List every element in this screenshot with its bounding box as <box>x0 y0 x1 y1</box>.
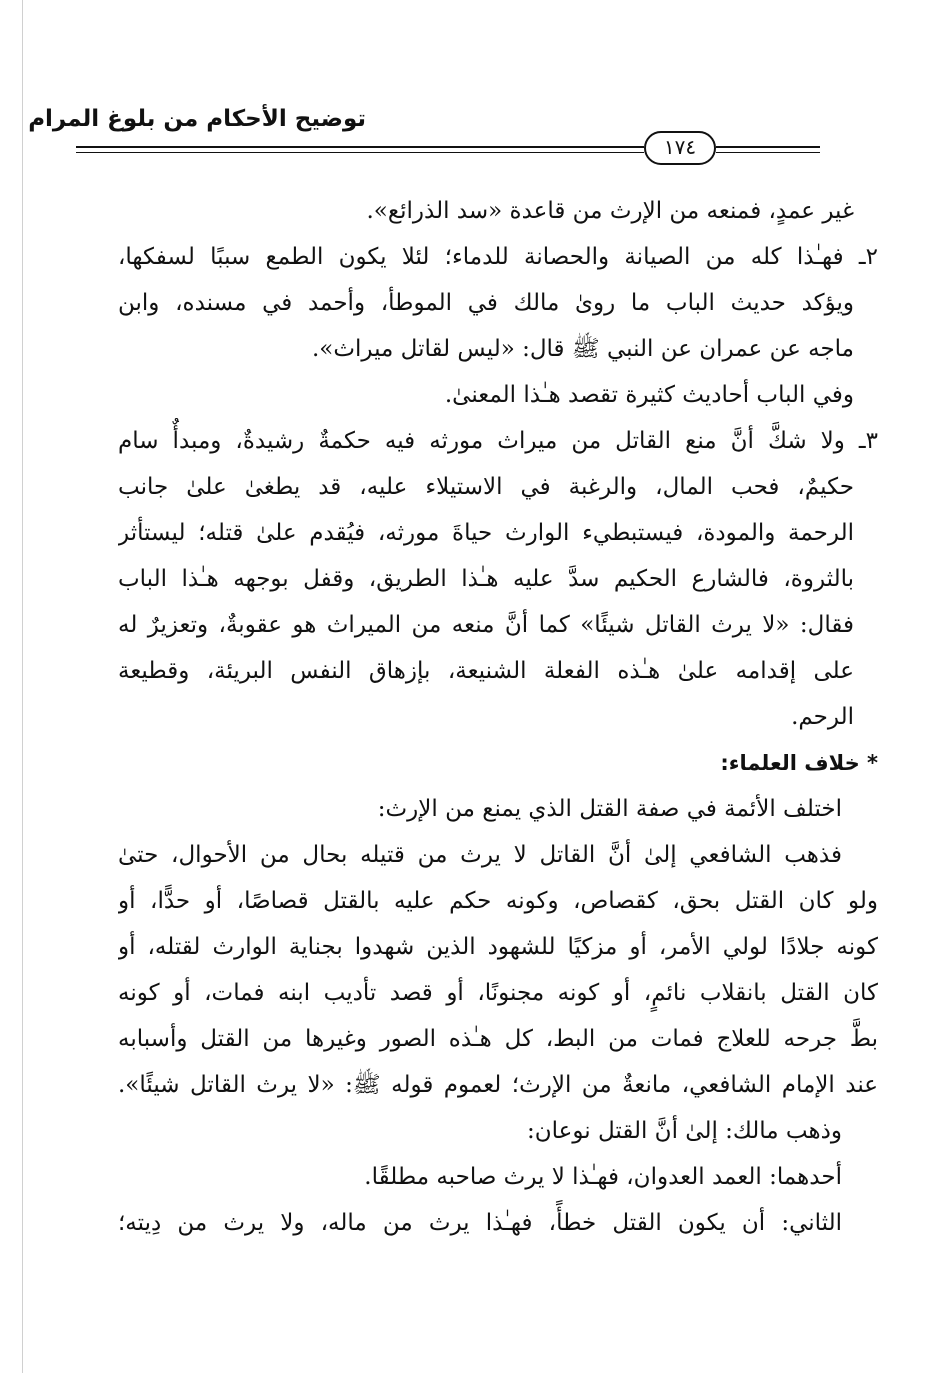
text-line: أحدهما: العمد العدوان، فهـٰذا لا يرث صاحبه مطلقًا. <box>364 1164 842 1190</box>
text-line: اختلف الأئمة في صفة القتل الذي يمنع من الإرث: <box>377 796 842 822</box>
text-line: وذهب مالك: إلىٰ أنَّ القتل نوعان: <box>527 1118 842 1144</box>
text-line: فقال: «لا يرث القاتل شيئًا» كما أنَّ منعه من الميراث هو عقوبةٌ، وتعزيرٌ له <box>118 612 854 638</box>
text-line: ولو كان القتل بحق، كقصاص، وكونه حكم عليه بالقتل قصاصًا، أو حدًّا، أو <box>118 888 878 914</box>
text-line: ٣ـ ولا شكَّ أنَّ منع القاتل من ميراث مورثه فيه حكمةٌ رشيدةٌ، ومبدأٌ سام <box>118 428 878 454</box>
page-number: ١٧٤ <box>644 131 716 165</box>
text-line: حكيمٌ، فحب المال، والرغبة في الاستيلاء عليه، قد يطغىٰ علىٰ جانب <box>118 474 854 500</box>
text-line: فذهب الشافعي إلىٰ أنَّ القاتل لا يرث من قتيله بحال من الأحوال، حتىٰ <box>118 842 842 868</box>
text-line: عند الإمام الشافعي، مانعةٌ من الإرث؛ لعموم قوله ﷺ: «لا يرث القاتل شيئًا». <box>118 1072 878 1098</box>
scan-margin-line <box>22 0 23 1373</box>
header-rule-right-thin <box>716 152 820 153</box>
text-line: ماجه عن عمران عن النبي ﷺ قال: «ليس لقاتل ميراث». <box>311 336 854 362</box>
text-line: على إقدامه علىٰ هـٰذه الفعلة الشنيعة، بإزهاق النفس البريئة، وقطيعة <box>118 658 854 684</box>
running-header-title: توضيح الأحكام من بلوغ المرام <box>28 106 366 132</box>
text-line: كان القتل بانقلاب نائمٍ، أو كونه مجنونًا، أو قصد تأديب ابنه فمات، أو كونه <box>118 980 878 1006</box>
text-line: غير عمدٍ، فمنعه من الإرث من قاعدة «سد الذرائع». <box>366 198 854 224</box>
header-rule-left <box>76 146 644 148</box>
text-line: بالثروة، فالشارع الحكيم سدَّ عليه هـٰذا الطريق، وقفل بوجهه هـٰذا الباب <box>118 566 854 592</box>
text-line: الرحمة والمودة، فيستبطيء الوارث حياةَ مورثه، فيُقدم علىٰ قتله؛ ليستأثر <box>118 520 854 546</box>
text-line: ويؤكد حديث الباب ما روىٰ مالك في الموطأ، وأحمد في مسنده، وابن <box>118 290 854 316</box>
text-line: كونه جلادًا لولي الأمر، أو مزكيًا للشهود الذين شهدوا بجناية الوارث لقتله، أو <box>118 934 878 960</box>
text-line: وفي الباب أحاديث كثيرة تقصد هـٰذا المعنىٰ. <box>444 382 854 408</box>
text-line: ٢ـ فهـٰذا كله من الصيانة والحصانة للدماء؛ لئلا يكون الطمع سببًا لسفكها، <box>118 244 878 270</box>
header-rule-left-thin <box>76 152 644 153</box>
body-text <box>118 188 878 1246</box>
section-heading: * خلاف العلماء: <box>720 751 878 775</box>
header-rule-right <box>716 146 820 148</box>
text-line: بطَّ جرحه للعلاج فمات من البط، كل هـٰذه الصور وغيرها من القتل وأسبابه <box>118 1026 878 1052</box>
text-line: الرحم. <box>791 704 854 730</box>
text-line: الثاني: أن يكون القتل خطأً، فهـٰذا يرث من ماله، ولا يرث من دِيته؛ <box>118 1210 842 1236</box>
